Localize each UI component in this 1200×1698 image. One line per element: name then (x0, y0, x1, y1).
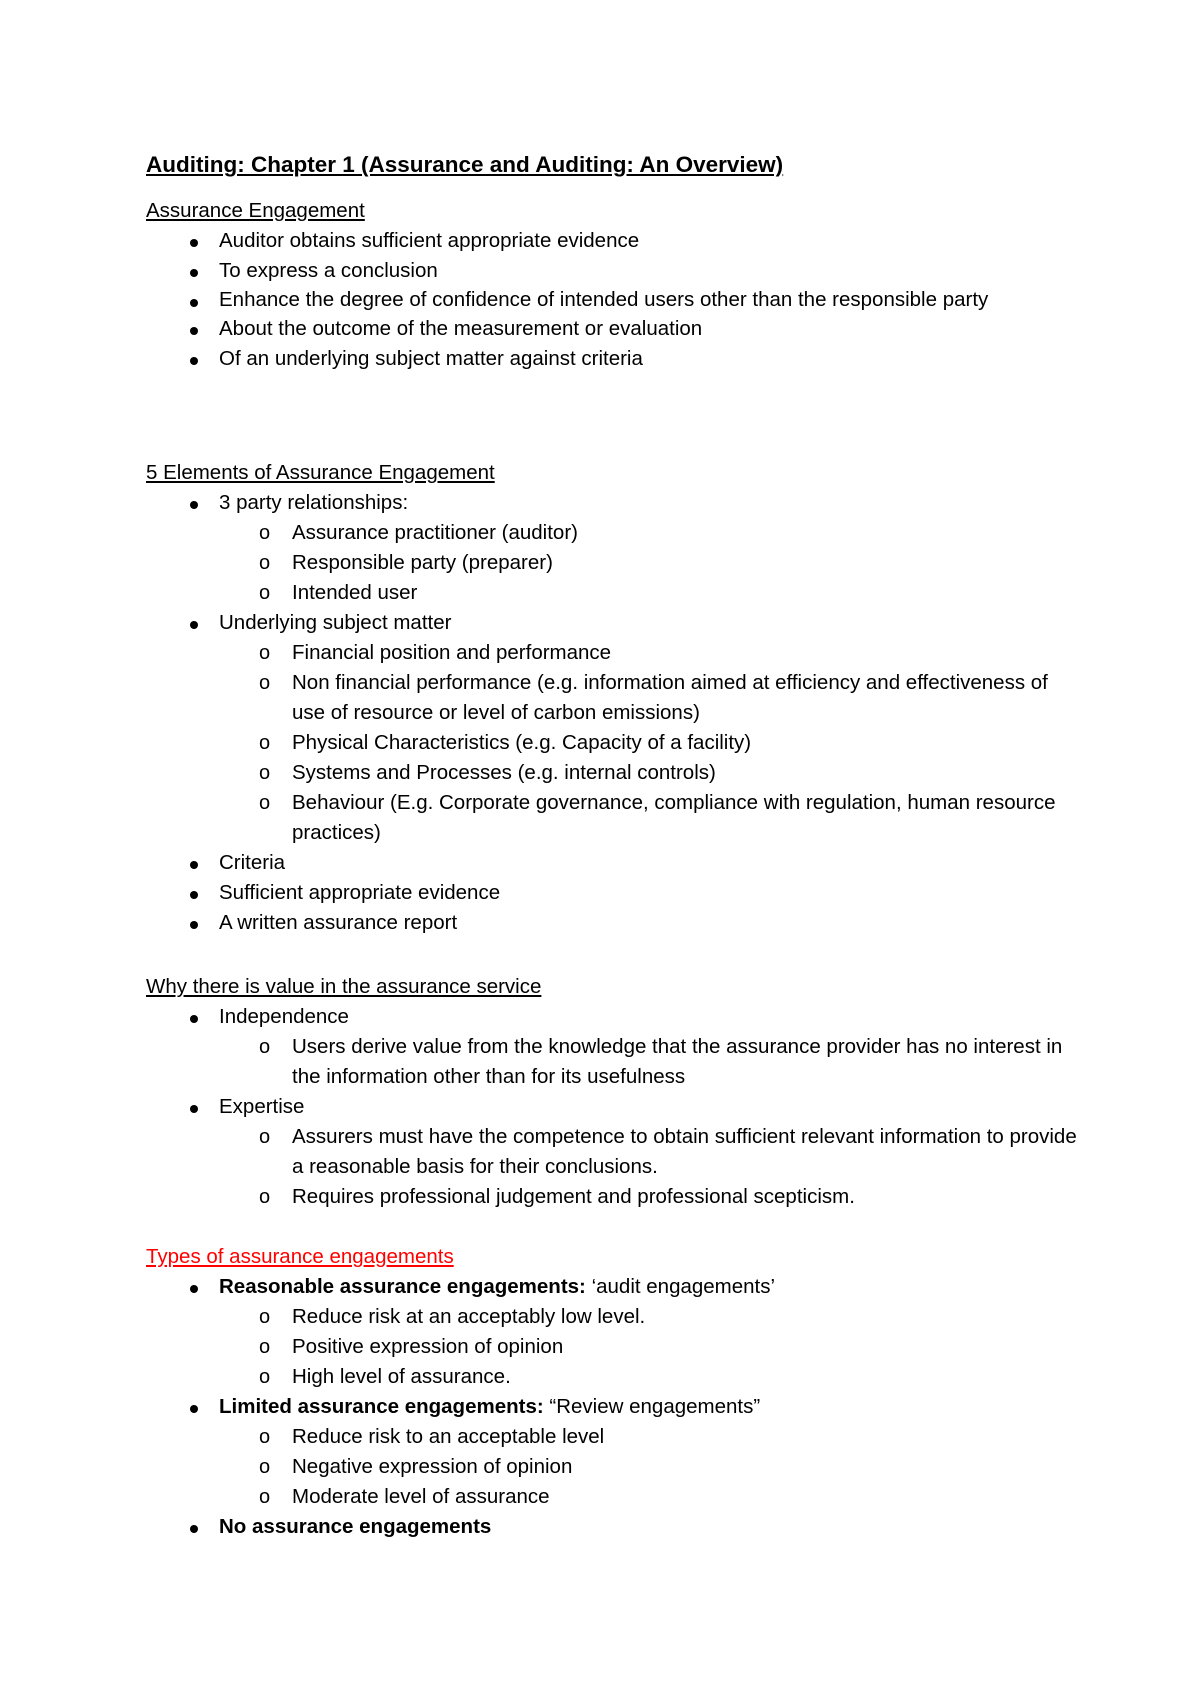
bullet-icon (190, 1105, 198, 1113)
section-heading: Types of assurance engagements (146, 1245, 454, 1268)
sub-list-item: o Moderate level of assurance (146, 1482, 1086, 1512)
bullet-icon (190, 269, 198, 277)
sub-list-item: o Responsible party (preparer) (146, 548, 1086, 578)
circle-bullet-icon: o (259, 522, 271, 544)
section-five-elements (146, 458, 1086, 938)
list-item: Of an underlying subject matter against criteria (146, 344, 1086, 374)
list-item: Underlying subject matter (146, 608, 1086, 638)
list-item: Reasonable assurance engagements: ‘audit engagements’ (146, 1272, 1086, 1302)
sub-list-item: o Behaviour (E.g. Corporate governance, compliance with regulation, human resource practices) (146, 788, 1086, 848)
bullet-list (146, 226, 1086, 374)
circle-bullet-icon: o (259, 1366, 271, 1388)
circle-bullet-icon: o (259, 762, 271, 784)
page-title: Auditing: Chapter 1 (Assurance and Auditing: An Overview) (146, 152, 784, 177)
circle-bullet-icon: o (259, 732, 271, 754)
bullet-icon (190, 357, 198, 365)
circle-bullet-icon: o (259, 672, 271, 694)
circle-bullet-icon: o (259, 642, 271, 664)
sub-list-item: o Negative expression of opinion (146, 1452, 1086, 1482)
sub-list-item: o Non financial performance (e.g. information aimed at efficiency and effectiveness of use of resource or level of carbon emissions) (146, 668, 1086, 728)
sub-list-item: o Reduce risk at an acceptably low level. (146, 1302, 1086, 1332)
section-heading: 5 Elements of Assurance Engagement (146, 461, 495, 484)
bullet-icon (190, 299, 198, 307)
sub-list-item: o Users derive value from the knowledge that the assurance provider has no interest in the information other than for its usefulness (146, 1032, 1086, 1092)
bullet-icon (190, 1015, 198, 1023)
bullet-icon (190, 501, 198, 509)
list-item: Auditor obtains sufficient appropriate evidence (146, 226, 1086, 256)
section-value-of-assurance (146, 972, 1086, 1212)
section-types-of-engagements (146, 1242, 1086, 1542)
circle-bullet-icon: o (259, 792, 271, 814)
bullet-icon (190, 1405, 198, 1413)
section-assurance-engagement (146, 196, 1086, 374)
list-item: 3 party relationships: (146, 488, 1086, 518)
circle-bullet-icon: o (259, 1186, 271, 1208)
circle-bullet-icon: o (259, 1336, 271, 1358)
section-heading: Assurance Engagement (146, 199, 365, 222)
bullet-icon (190, 1525, 198, 1533)
sub-list-item: o Requires professional judgement and professional scepticism. (146, 1182, 1086, 1212)
bullet-list (146, 488, 1086, 938)
bullet-icon (190, 891, 198, 899)
sub-list-item: o Assurance practitioner (auditor) (146, 518, 1086, 548)
list-item: Sufficient appropriate evidence (146, 878, 1086, 908)
list-item: A written assurance report (146, 908, 1086, 938)
sub-list-item: o Intended user (146, 578, 1086, 608)
list-item: Expertise (146, 1092, 1086, 1122)
sub-list-item: o Assurers must have the competence to obtain sufficient relevant information to provide a reasonable basis for their conclusions. (146, 1122, 1086, 1182)
list-item: About the outcome of the measurement or evaluation (146, 314, 1086, 344)
sub-list-item: o Reduce risk to an acceptable level (146, 1422, 1086, 1452)
circle-bullet-icon: o (259, 1036, 271, 1058)
sub-list-item: o Positive expression of opinion (146, 1332, 1086, 1362)
bullet-icon (190, 861, 198, 869)
circle-bullet-icon: o (259, 582, 271, 604)
list-item: To express a conclusion (146, 256, 1086, 286)
bullet-icon (190, 621, 198, 629)
sub-list-item: o Financial position and performance (146, 638, 1086, 668)
sub-list-item: o Physical Characteristics (e.g. Capacity of a facility) (146, 728, 1086, 758)
section-heading: Why there is value in the assurance service (146, 975, 542, 998)
bullet-icon (190, 327, 198, 335)
bullet-icon (190, 1285, 198, 1293)
circle-bullet-icon: o (259, 1126, 271, 1148)
list-item: Limited assurance engagements: “Review engagements” (146, 1392, 1086, 1422)
list-item: Independence (146, 1002, 1086, 1032)
circle-bullet-icon: o (259, 1306, 271, 1328)
list-item: Enhance the degree of confidence of intended users other than the responsible party (146, 286, 1086, 314)
sub-list-item: o Systems and Processes (e.g. internal controls) (146, 758, 1086, 788)
bullet-list (146, 1002, 1086, 1212)
circle-bullet-icon: o (259, 1456, 271, 1478)
list-item: Criteria (146, 848, 1086, 878)
circle-bullet-icon: o (259, 1486, 271, 1508)
bullet-icon (190, 921, 198, 929)
bullet-icon (190, 239, 198, 247)
circle-bullet-icon: o (259, 552, 271, 574)
bullet-list (146, 1272, 1086, 1542)
list-item: No assurance engagements (146, 1512, 1086, 1542)
circle-bullet-icon: o (259, 1426, 271, 1448)
sub-list-item: o High level of assurance. (146, 1362, 1086, 1392)
